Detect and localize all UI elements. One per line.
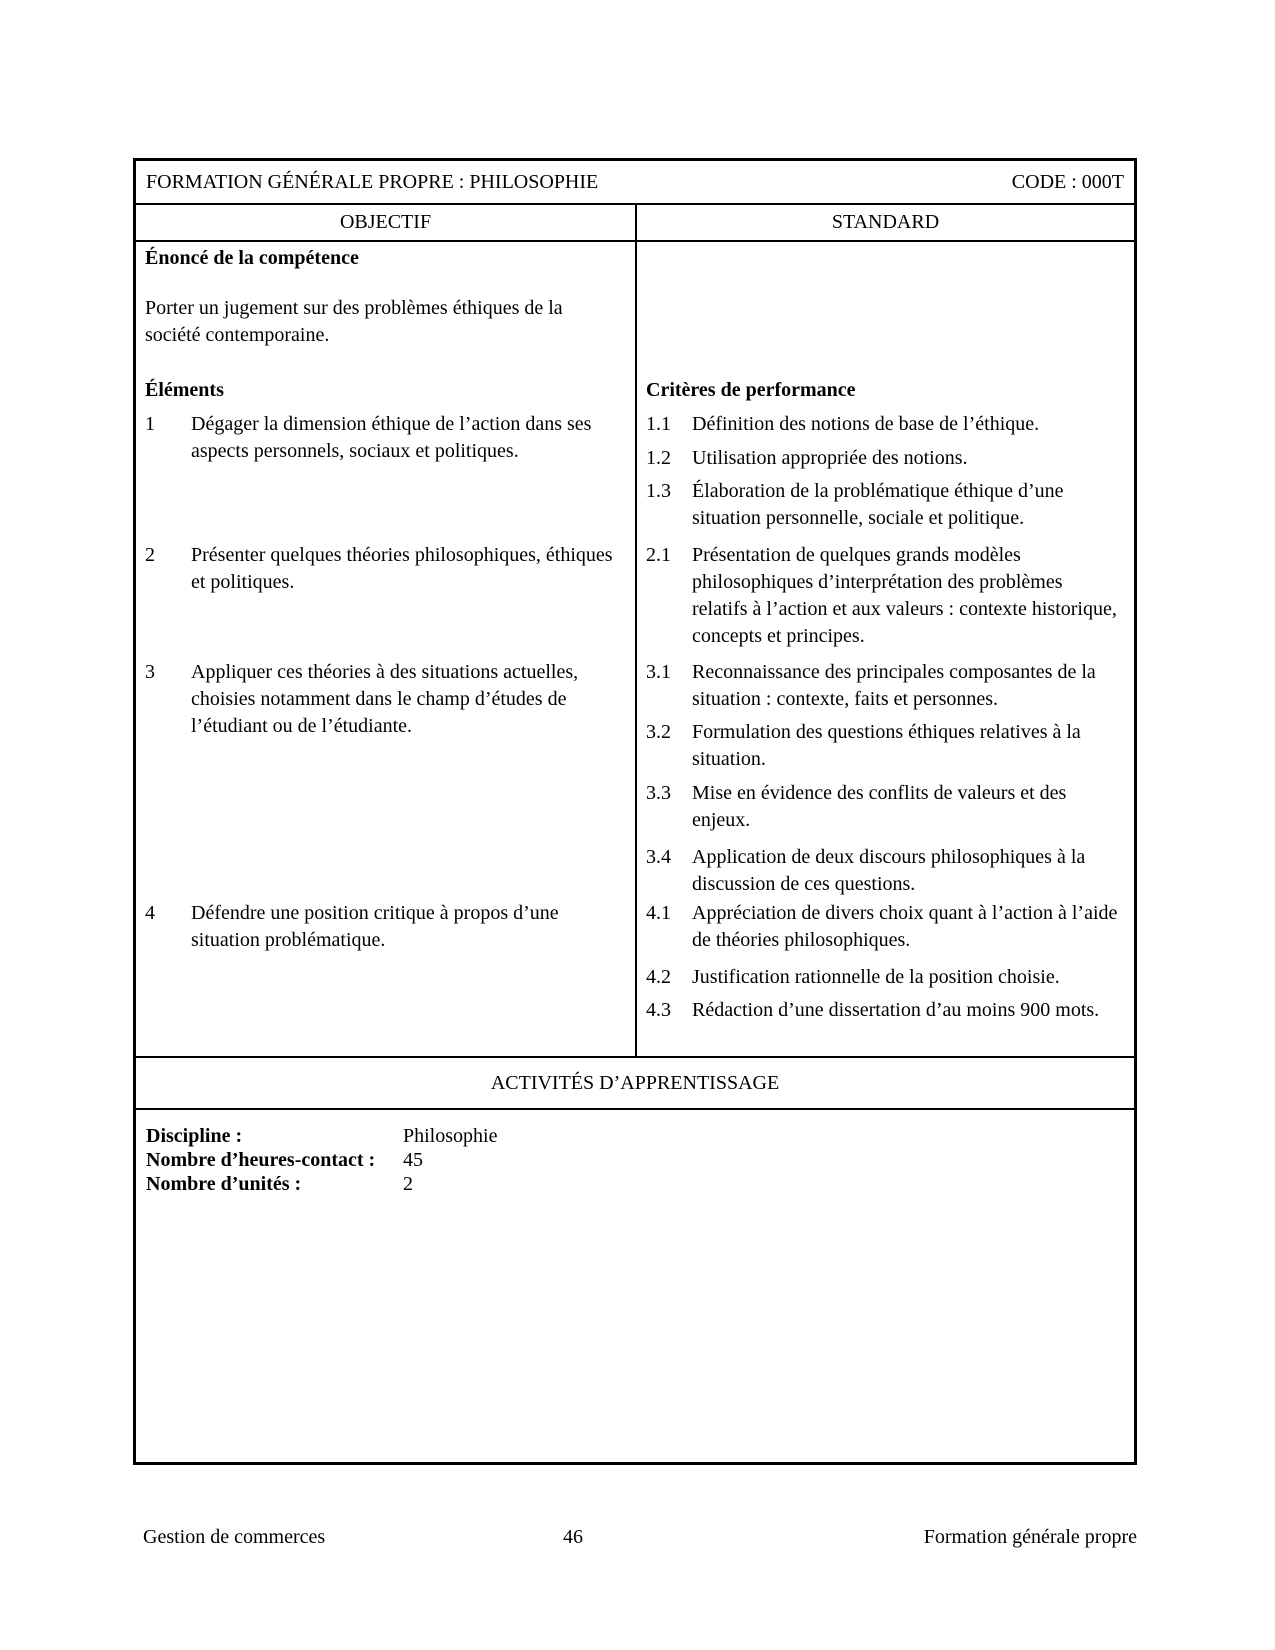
meta-row-heures-contact bbox=[146, 1148, 1124, 1172]
footer-section: Formation générale propre bbox=[923, 1526, 1137, 1548]
course-code: CODE : 000T bbox=[1011, 170, 1124, 193]
meta-label: Nombre d’heures-contact : bbox=[146, 1149, 376, 1171]
criterion-item bbox=[646, 542, 1122, 650]
body-row bbox=[136, 242, 1134, 1058]
item-text: Reconnaissance des principales composantes de la situation : contexte, faits et personnes. bbox=[692, 661, 1096, 710]
criteres-heading: Critères de performance bbox=[646, 379, 856, 401]
meta-label: Discipline : bbox=[146, 1125, 243, 1147]
enonce-heading: Énoncé de la compétence bbox=[145, 247, 359, 269]
enonce-text: Porter un jugement sur des problèmes éthiques de la société contemporaine. bbox=[145, 297, 563, 346]
meta-value: 45 bbox=[403, 1149, 423, 1171]
standard-cell bbox=[637, 242, 1134, 1056]
meta-row-discipline bbox=[146, 1124, 1124, 1148]
item-number: 2.1 bbox=[646, 544, 671, 566]
course-title: FORMATION GÉNÉRALE PROPRE : PHILOSOPHIE bbox=[146, 170, 599, 193]
item-text: Mise en évidence des conflits de valeurs et des enjeux. bbox=[692, 782, 1067, 831]
item-number: 3.2 bbox=[646, 721, 671, 743]
meta-value: 2 bbox=[403, 1173, 413, 1195]
elements-heading: Éléments bbox=[145, 379, 224, 401]
column-header-row bbox=[136, 205, 1134, 242]
title-row bbox=[136, 161, 1134, 205]
item-text: Application de deux discours philosophiques à la discussion de ces questions. bbox=[692, 846, 1086, 895]
criterion-item bbox=[646, 411, 1122, 438]
objectif-column-header: OBJECTIF bbox=[136, 205, 637, 240]
meta-value: Philosophie bbox=[403, 1125, 498, 1147]
criterion-item bbox=[646, 659, 1122, 713]
item-text: Élaboration de la problématique éthique d’une situation personnelle, sociale et politique. bbox=[692, 480, 1064, 529]
activites-heading: ACTIVITÉS D’APPRENTISSAGE bbox=[490, 1071, 780, 1094]
page-footer bbox=[133, 1524, 1137, 1551]
item-number: 1.2 bbox=[646, 447, 671, 469]
element-item bbox=[145, 659, 617, 740]
item-text: Utilisation appropriée des notions. bbox=[692, 447, 968, 469]
criterion-item bbox=[646, 780, 1122, 834]
item-number: 3.4 bbox=[646, 846, 671, 868]
item-text: Présenter quelques théories philosophiques, éthiques et politiques. bbox=[191, 544, 613, 593]
criterion-item bbox=[646, 997, 1122, 1024]
course-table bbox=[133, 158, 1137, 1465]
item-number: 4 bbox=[145, 902, 155, 924]
item-number: 1.3 bbox=[646, 480, 671, 502]
item-number: 1 bbox=[145, 413, 155, 435]
footer-program: Gestion de commerces bbox=[143, 1526, 326, 1548]
objectif-cell bbox=[136, 242, 637, 1056]
criterion-item bbox=[646, 964, 1122, 991]
criterion-item bbox=[646, 719, 1122, 773]
meta-label: Nombre d’unités : bbox=[146, 1173, 302, 1195]
criterion-item bbox=[646, 478, 1122, 532]
item-number: 3 bbox=[145, 661, 155, 683]
criterion-item bbox=[646, 445, 1122, 472]
item-text: Définition des notions de base de l’éthique. bbox=[692, 413, 1040, 435]
activites-header-row bbox=[136, 1058, 1134, 1110]
meta-row-unites bbox=[146, 1172, 1124, 1196]
item-text: Formulation des questions éthiques relatives à la situation. bbox=[692, 721, 1081, 770]
item-number: 2 bbox=[145, 544, 155, 566]
item-text: Rédaction d’une dissertation d’au moins 900 mots. bbox=[692, 999, 1100, 1021]
item-number: 4.2 bbox=[646, 966, 671, 988]
item-number: 3.3 bbox=[646, 782, 671, 804]
element-item bbox=[145, 542, 617, 596]
item-text: Défendre une position critique à propos d’une situation problématique. bbox=[191, 902, 559, 951]
element-item bbox=[145, 411, 617, 465]
item-number: 4.1 bbox=[646, 902, 671, 924]
element-item bbox=[145, 900, 617, 954]
item-text: Présentation de quelques grands modèles philosophiques d’interprétation des problèmes relatifs à l’action et aux valeurs : contexte historique, concepts et principes. bbox=[692, 544, 1117, 647]
item-text: Appliquer ces théories à des situations actuelles, choisies notamment dans le champ d’études de l’étudiant ou de l’étudiante. bbox=[191, 661, 579, 737]
criterion-item bbox=[646, 900, 1122, 954]
item-number: 4.3 bbox=[646, 999, 671, 1021]
item-number: 3.1 bbox=[646, 661, 671, 683]
criterion-item bbox=[646, 844, 1122, 898]
item-text: Justification rationnelle de la position choisie. bbox=[692, 966, 1060, 988]
footer-page-number: 46 bbox=[563, 1526, 583, 1548]
activites-detail-cell bbox=[136, 1110, 1134, 1462]
item-number: 1.1 bbox=[646, 413, 671, 435]
item-text: Appréciation de divers choix quant à l’action à l’aide de théories philosophiques. bbox=[692, 902, 1118, 951]
item-text: Dégager la dimension éthique de l’action dans ses aspects personnels, sociaux et politiques. bbox=[191, 413, 592, 462]
standard-column-header: STANDARD bbox=[831, 211, 940, 233]
